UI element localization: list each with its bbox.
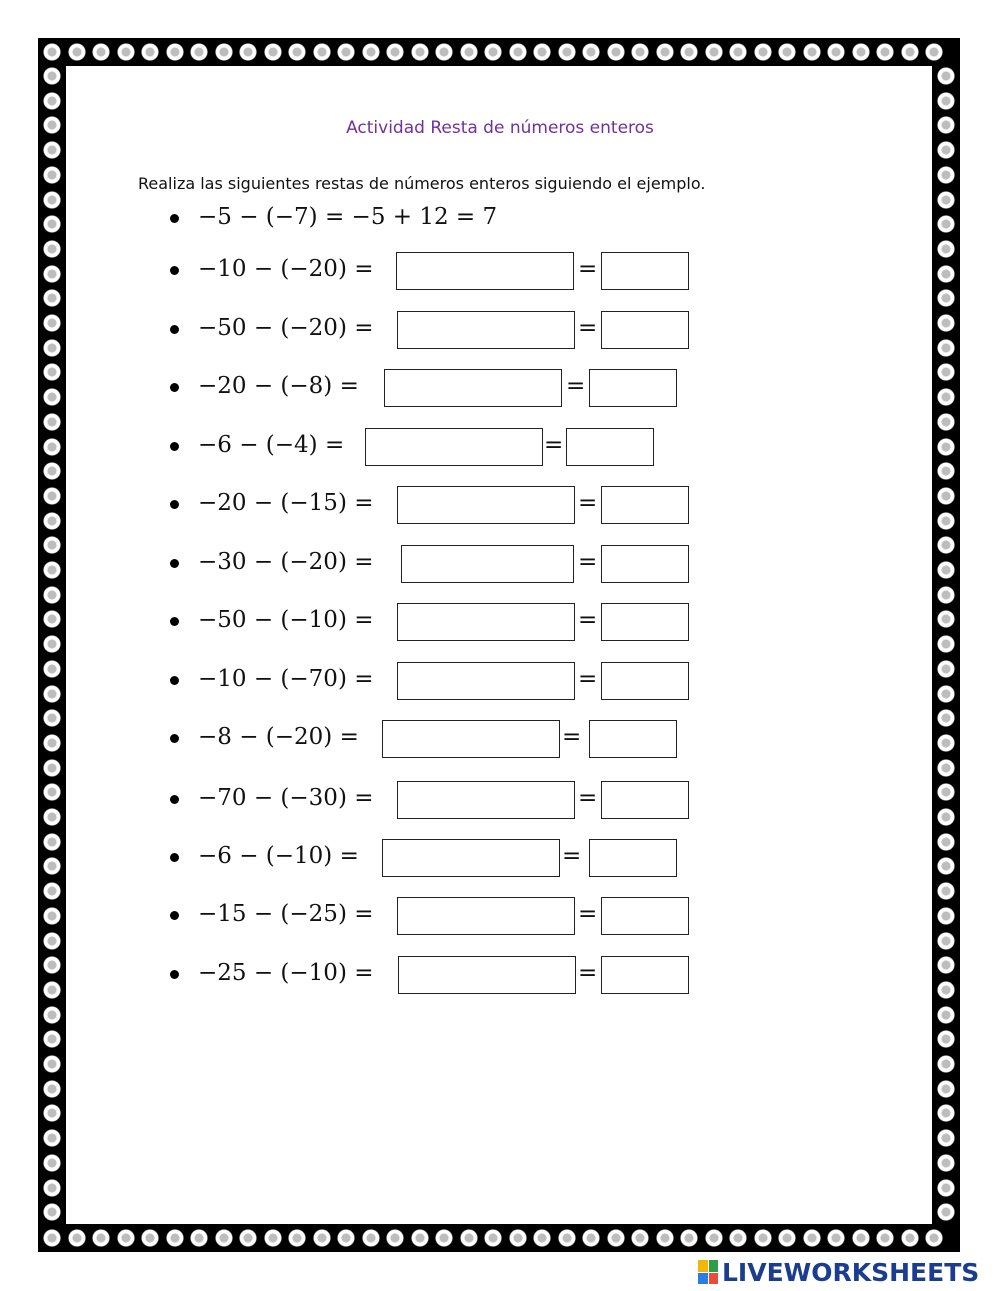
bullet-icon	[170, 214, 179, 223]
flower-icon	[937, 141, 955, 159]
answer-box-result[interactable]	[601, 897, 689, 935]
flower-icon	[239, 1229, 257, 1247]
answer-box-sum[interactable]	[365, 428, 543, 466]
flower-icon	[925, 1229, 943, 1247]
flower-icon	[264, 43, 282, 61]
answer-box-result[interactable]	[601, 603, 689, 641]
flower-icon	[43, 43, 61, 61]
flower-icon	[313, 1229, 331, 1247]
flower-icon	[509, 43, 527, 61]
exercise-row	[0, 781, 1000, 821]
flower-icon	[166, 43, 184, 61]
flower-icon	[215, 1229, 233, 1247]
exercise-expression: −20 − (−8) =	[198, 373, 359, 399]
flower-icon	[852, 1229, 870, 1247]
flower-icon	[558, 43, 576, 61]
flower-icon	[705, 43, 723, 61]
flower-icon	[435, 43, 453, 61]
flower-icon	[607, 1229, 625, 1247]
equals-sign: =	[578, 256, 598, 282]
instructions-text: Realiza las siguientes restas de números enteros siguiendo el ejemplo.	[138, 174, 706, 193]
bullet-icon	[170, 559, 179, 568]
answer-box-sum[interactable]	[397, 662, 575, 700]
answer-box-result[interactable]	[601, 956, 689, 994]
flower-icon	[937, 1129, 955, 1147]
answer-box-sum[interactable]	[396, 252, 574, 290]
flower-icon	[190, 1229, 208, 1247]
exercise-row	[0, 545, 1000, 585]
flower-icon	[43, 1006, 61, 1024]
flower-icon	[582, 43, 600, 61]
equals-sign: =	[578, 901, 598, 927]
exercise-expression: −10 − (−20) =	[198, 256, 374, 282]
exercise-row	[0, 252, 1000, 292]
bullet-icon	[170, 734, 179, 743]
answer-box-result[interactable]	[601, 311, 689, 349]
flower-icon	[937, 67, 955, 85]
flower-icon	[607, 43, 625, 61]
answer-box-sum[interactable]	[384, 369, 562, 407]
example-row	[0, 200, 1000, 240]
flower-icon	[460, 43, 478, 61]
flower-icon	[852, 43, 870, 61]
flower-icon	[937, 1080, 955, 1098]
flower-icon	[901, 1229, 919, 1247]
answer-box-sum[interactable]	[382, 839, 560, 877]
flower-icon	[754, 43, 772, 61]
exercise-expression: −50 − (−10) =	[198, 607, 374, 633]
exercise-expression: −30 − (−20) =	[198, 549, 374, 575]
flower-icon	[705, 1229, 723, 1247]
bullet-icon	[170, 325, 179, 334]
bullet-icon	[170, 383, 179, 392]
flower-icon	[411, 1229, 429, 1247]
flower-icon	[386, 43, 404, 61]
answer-box-result[interactable]	[589, 369, 677, 407]
flower-icon	[484, 43, 502, 61]
flower-icon	[937, 1179, 955, 1197]
flower-icon	[43, 92, 61, 110]
flower-icon	[43, 1179, 61, 1197]
equals-sign: =	[544, 432, 564, 458]
bullet-icon	[170, 795, 179, 804]
bullet-icon	[170, 911, 179, 920]
flower-icon	[803, 43, 821, 61]
equals-sign: =	[578, 315, 598, 341]
exercise-row	[0, 720, 1000, 760]
flower-icon	[68, 1229, 86, 1247]
flower-icon	[876, 1229, 894, 1247]
exercise-expression: −50 − (−20) =	[198, 315, 374, 341]
flower-icon	[190, 43, 208, 61]
answer-box-sum[interactable]	[397, 897, 575, 935]
answer-box-result[interactable]	[589, 839, 677, 877]
bullet-icon	[170, 853, 179, 862]
answer-box-sum[interactable]	[397, 486, 575, 524]
flower-icon	[827, 43, 845, 61]
exercise-row	[0, 428, 1000, 468]
answer-box-result[interactable]	[601, 252, 689, 290]
flower-icon	[43, 1129, 61, 1147]
example-expression: −5 − (−7) = −5 + 12 = 7	[198, 204, 498, 230]
flower-icon	[435, 1229, 453, 1247]
flower-icon	[680, 43, 698, 61]
flower-icon	[778, 43, 796, 61]
flower-icon	[803, 1229, 821, 1247]
flower-icon	[925, 43, 943, 61]
flower-icon	[313, 43, 331, 61]
flower-icon	[582, 1229, 600, 1247]
equals-sign: =	[578, 490, 598, 516]
answer-box-sum[interactable]	[397, 603, 575, 641]
flower-icon	[288, 43, 306, 61]
answer-box-result[interactable]	[601, 545, 689, 583]
exercise-row	[0, 662, 1000, 702]
bullet-icon	[170, 676, 179, 685]
flower-icon	[509, 1229, 527, 1247]
flower-icon	[337, 1229, 355, 1247]
flower-icon	[729, 43, 747, 61]
flower-icon	[729, 1229, 747, 1247]
flower-icon	[288, 1229, 306, 1247]
answer-box-sum[interactable]	[397, 311, 575, 349]
flower-icon	[631, 1229, 649, 1247]
equals-sign: =	[562, 724, 582, 750]
flower-icon	[362, 1229, 380, 1247]
bullet-icon	[170, 500, 179, 509]
exercise-row	[0, 956, 1000, 996]
flower-icon	[43, 1055, 61, 1073]
flower-icon	[337, 43, 355, 61]
equals-sign: =	[578, 666, 598, 692]
answer-box-result[interactable]	[566, 428, 654, 466]
exercise-expression: −70 − (−30) =	[198, 785, 374, 811]
answer-box-result[interactable]	[601, 662, 689, 700]
equals-sign: =	[562, 843, 582, 869]
exercise-row	[0, 839, 1000, 879]
flower-icon	[631, 43, 649, 61]
answer-box-sum[interactable]	[397, 781, 575, 819]
liveworksheets-logo-icon	[698, 1260, 718, 1284]
flower-icon	[533, 1229, 551, 1247]
flower-icon	[558, 1229, 576, 1247]
answer-box-result[interactable]	[601, 781, 689, 819]
bullet-icon	[170, 442, 179, 451]
page-title: Actividad Resta de números enteros	[346, 118, 654, 138]
bullet-icon	[170, 266, 179, 275]
brand-name: LIVEWORKSHEETS	[722, 1257, 980, 1287]
exercise-row	[0, 369, 1000, 409]
flower-icon	[68, 43, 86, 61]
flower-icon	[656, 43, 674, 61]
equals-sign: =	[578, 607, 598, 633]
exercise-expression: −6 − (−10) =	[198, 843, 359, 869]
flower-icon	[533, 43, 551, 61]
exercise-expression: −25 − (−10) =	[198, 960, 374, 986]
flower-icon	[43, 67, 61, 85]
answer-box-sum[interactable]	[382, 720, 560, 758]
exercise-expression: −8 − (−20) =	[198, 724, 359, 750]
flower-icon	[778, 1229, 796, 1247]
flower-icon	[362, 43, 380, 61]
flower-icon	[43, 1229, 61, 1247]
flower-icon	[43, 166, 61, 184]
flower-icon	[937, 1055, 955, 1073]
flower-icon	[937, 586, 955, 604]
flower-icon	[141, 1229, 159, 1247]
equals-sign: =	[578, 549, 598, 575]
flower-icon	[239, 43, 257, 61]
exercise-expression: −6 − (−4) =	[198, 432, 345, 458]
equals-sign: =	[578, 785, 598, 811]
flower-icon	[901, 43, 919, 61]
answer-box-sum[interactable]	[401, 545, 574, 583]
flower-icon	[166, 1229, 184, 1247]
flower-icon	[92, 1229, 110, 1247]
flower-icon	[754, 1229, 772, 1247]
answer-box-result[interactable]	[601, 486, 689, 524]
flower-icon	[411, 43, 429, 61]
flower-icon	[264, 1229, 282, 1247]
bullet-icon	[170, 617, 179, 626]
flower-icon	[656, 1229, 674, 1247]
exercise-row	[0, 486, 1000, 526]
flower-icon	[117, 43, 135, 61]
flower-icon	[43, 1080, 61, 1098]
flower-icon	[43, 141, 61, 159]
bullet-icon	[170, 970, 179, 979]
answer-box-result[interactable]	[589, 720, 677, 758]
exercise-expression: −15 − (−25) =	[198, 901, 374, 927]
liveworksheets-logo	[698, 1258, 979, 1286]
answer-box-sum[interactable]	[398, 956, 576, 994]
flower-icon	[827, 1229, 845, 1247]
flower-icon	[43, 586, 61, 604]
flower-icon	[43, 759, 61, 777]
flower-icon	[460, 1229, 478, 1247]
flower-icon	[680, 1229, 698, 1247]
flower-icon	[117, 1229, 135, 1247]
flower-icon	[937, 759, 955, 777]
flower-icon	[937, 1154, 955, 1172]
flower-icon	[141, 43, 159, 61]
exercise-expression: −10 − (−70) =	[198, 666, 374, 692]
flower-icon	[484, 1229, 502, 1247]
flower-icon	[386, 1229, 404, 1247]
flower-icon	[92, 43, 110, 61]
exercise-expression: −20 − (−15) =	[198, 490, 374, 516]
flower-icon	[215, 43, 233, 61]
equals-sign: =	[566, 373, 586, 399]
flower-icon	[937, 166, 955, 184]
exercise-row	[0, 603, 1000, 643]
flower-icon	[43, 1154, 61, 1172]
flower-icon	[937, 1006, 955, 1024]
exercise-row	[0, 311, 1000, 351]
flower-icon	[937, 92, 955, 110]
flower-icon	[876, 43, 894, 61]
exercise-row	[0, 897, 1000, 937]
equals-sign: =	[578, 960, 598, 986]
